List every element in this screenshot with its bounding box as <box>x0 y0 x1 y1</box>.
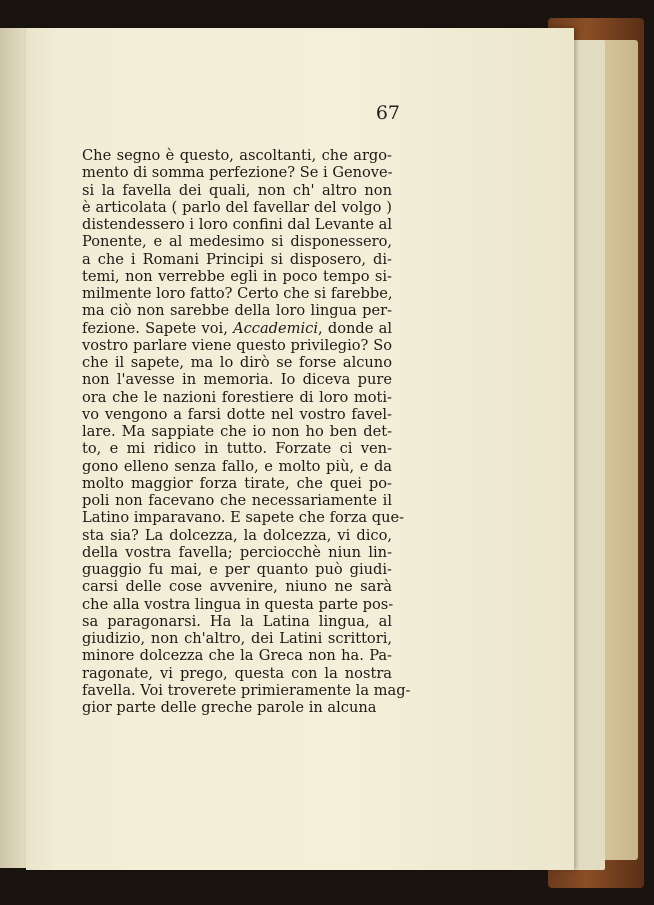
text-line: gior parte delle greche parole in alcuna <box>82 699 377 716</box>
text-line: ragonate, vi prego, questa con la nostra <box>82 664 392 682</box>
text-line: fezione. Sapete voi, Accademici, donde al <box>82 319 392 337</box>
body-text <box>82 147 411 716</box>
text-line: si la favella dei quali, non ch' altro non <box>82 181 392 199</box>
text-line: carsi delle cose avvenire, niuno ne sarà <box>82 578 392 596</box>
text-line: sa paragonarsi. Ha la Latina lingua, al <box>82 612 392 630</box>
text-line: milmente loro fatto? Certo che si farebbe, <box>82 285 393 302</box>
text-line: vo vengono a farsi dotte nel vostro favel- <box>82 405 392 423</box>
text-line: Ponente, e al medesimo si disponessero, <box>82 233 392 251</box>
text-line: ma ciò non sarebbe della loro lingua per- <box>82 302 392 320</box>
page-number: 67 <box>375 102 400 124</box>
text-line: temi, non verrebbe egli in poco tempo si- <box>82 267 392 285</box>
text-line: guaggio fu mai, e per quanto può giudi- <box>82 561 392 578</box>
text-line: è articolata ( parlo del favellar del volgo ) <box>82 198 392 216</box>
text-line: vostro parlare viene questo privilegio? So <box>82 336 392 354</box>
text-line: distendessero i loro confini dal Levante al <box>82 216 392 233</box>
text-line: lare. Ma sappiate che io non ho ben det- <box>82 423 392 440</box>
text-line: che il sapete, ma lo dirò se forse alcuno <box>82 354 392 371</box>
text-line: poli non facevano che necessariamente il <box>82 492 392 509</box>
text-line: non l'avesse in memoria. Io diceva pure <box>82 371 392 389</box>
text-line: che alla vostra lingua in questa parte pos- <box>82 595 394 613</box>
text-line: gono elleno senza fallo, e molto più, e da <box>82 457 392 475</box>
text-line: to, e mi ridico in tutto. Forzate ci ven- <box>82 440 392 458</box>
text-line: mento di somma perfezione? Se i Genove- <box>82 164 393 182</box>
text-line: Che segno è questo, ascoltanti, che argo- <box>82 147 392 164</box>
text-line: minore dolcezza che la Greca non ha. Pa- <box>82 647 392 665</box>
text-line: giudizio, non ch'altro, dei Latini scrittori, <box>82 630 392 647</box>
text-line: Latino imparavano. E sapete che forza que- <box>82 509 405 527</box>
text-line: della vostra favella; perciocchè niun lin- <box>82 543 392 561</box>
text-line: a che i Romani Principi si disposero, di- <box>82 250 392 268</box>
text-line: sta sia? La dolcezza, la dolcezza, vi dico, <box>82 526 392 544</box>
text-line: molto maggior forza tirate, che quei po- <box>82 474 392 492</box>
text-line: favella. Voi troverete primieramente la mag- <box>82 681 411 699</box>
text-line: ora che le nazioni forestiere di loro moti- <box>82 388 392 406</box>
